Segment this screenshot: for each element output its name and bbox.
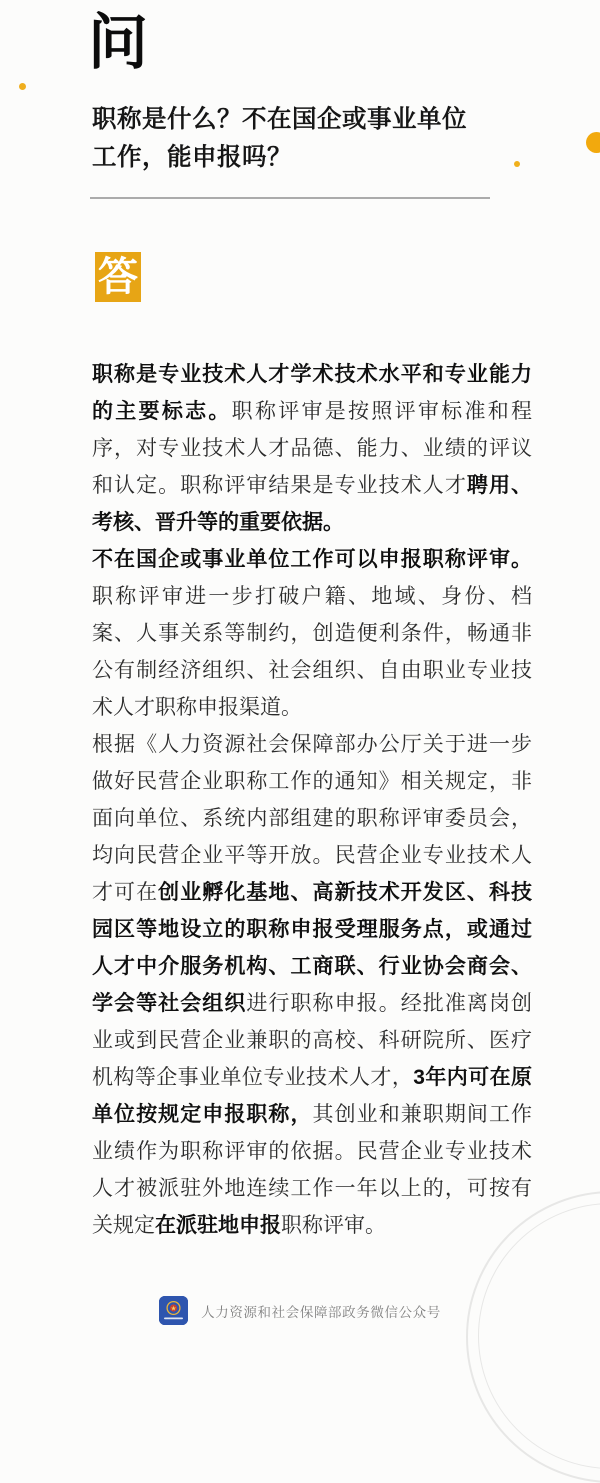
answer-text: 根据《人力资源社会保障部办公厅关于进一步做好民营企业职称工作的通知》相关规定，非面向单位、系统内部组建的职称评审委员会，均向民营企业平等开放。民营企业专业技术人才可在 <box>92 733 532 904</box>
question-title-line1: 职称是什么？不在国企或事业单位 <box>92 106 467 133</box>
answer-text-bold: 创业孵化基地、高新技术开发区、科技园区等地设立的职称申报受理服务点，或通过人才中介服务机构、工商联、行业协会商会、学会等社会组织 <box>92 881 533 1015</box>
footer-label: 人力资源和社会保障部政务微信公众号 <box>201 1304 441 1320</box>
yellow-circle-right-edge <box>586 132 600 153</box>
answer-paragraph <box>92 356 532 541</box>
answer-text: 进行职称申报。经批准离岗创业或到民营企业兼职的高校、科研院所、医疗机构等企事业单位专业技术人才， <box>92 992 533 1089</box>
answer-paragraph <box>92 541 532 726</box>
answer-badge-glyph: 答 <box>98 255 138 299</box>
answer-text: 职称评审进一步打破户籍、地域、身份、档案、人事关系等制约，创造便利条件，畅通非公有制经济组织、社会组织、自由职业专业技术人才职称申报渠道。 <box>92 585 532 719</box>
yellow-dot-mid-right <box>514 161 520 167</box>
answer-text-bold: 3年内可在原单位按规定申报职称， <box>92 1066 532 1126</box>
question-title-line2: 工作，能申报吗？ <box>92 144 292 171</box>
answer-text-bold: 不在国企或事业单位工作可以申报职称评审。 <box>92 548 532 571</box>
svg-text:★: ★ <box>170 1305 177 1313</box>
answer-badge <box>95 252 141 302</box>
answer-paragraph <box>92 726 532 1244</box>
answer-text: 职称评审是按照评审标准和程序，对专业技术人才品德、能力、业绩的评议和认定。职称评审结果是专业技术人才 <box>92 400 533 497</box>
answer-text-bold: 职称是专业技术人才学术技术水平和专业能力的主要标志。 <box>92 363 532 423</box>
question-title <box>92 101 467 177</box>
title-divider <box>90 197 490 199</box>
mohrss-logo <box>159 1296 188 1325</box>
answer-text-bold: 聘用、考核、晋升等的重要依据。 <box>92 474 533 534</box>
footer <box>0 1296 600 1325</box>
answer-body <box>92 356 532 1244</box>
answer-text-bold: 在派驻地申报 <box>155 1214 281 1237</box>
yellow-dot-top-left <box>19 83 26 90</box>
answer-text: 其创业和兼职期间工作业绩作为职称评审的依据。民营企业专业技术人才被派驻外地连续工作一年以上的，可按有关规定 <box>92 1103 533 1237</box>
answer-text: 职称评审。 <box>281 1214 386 1237</box>
question-mark-glyph: 问 <box>88 9 148 76</box>
national-emblem-icon <box>159 1296 188 1325</box>
